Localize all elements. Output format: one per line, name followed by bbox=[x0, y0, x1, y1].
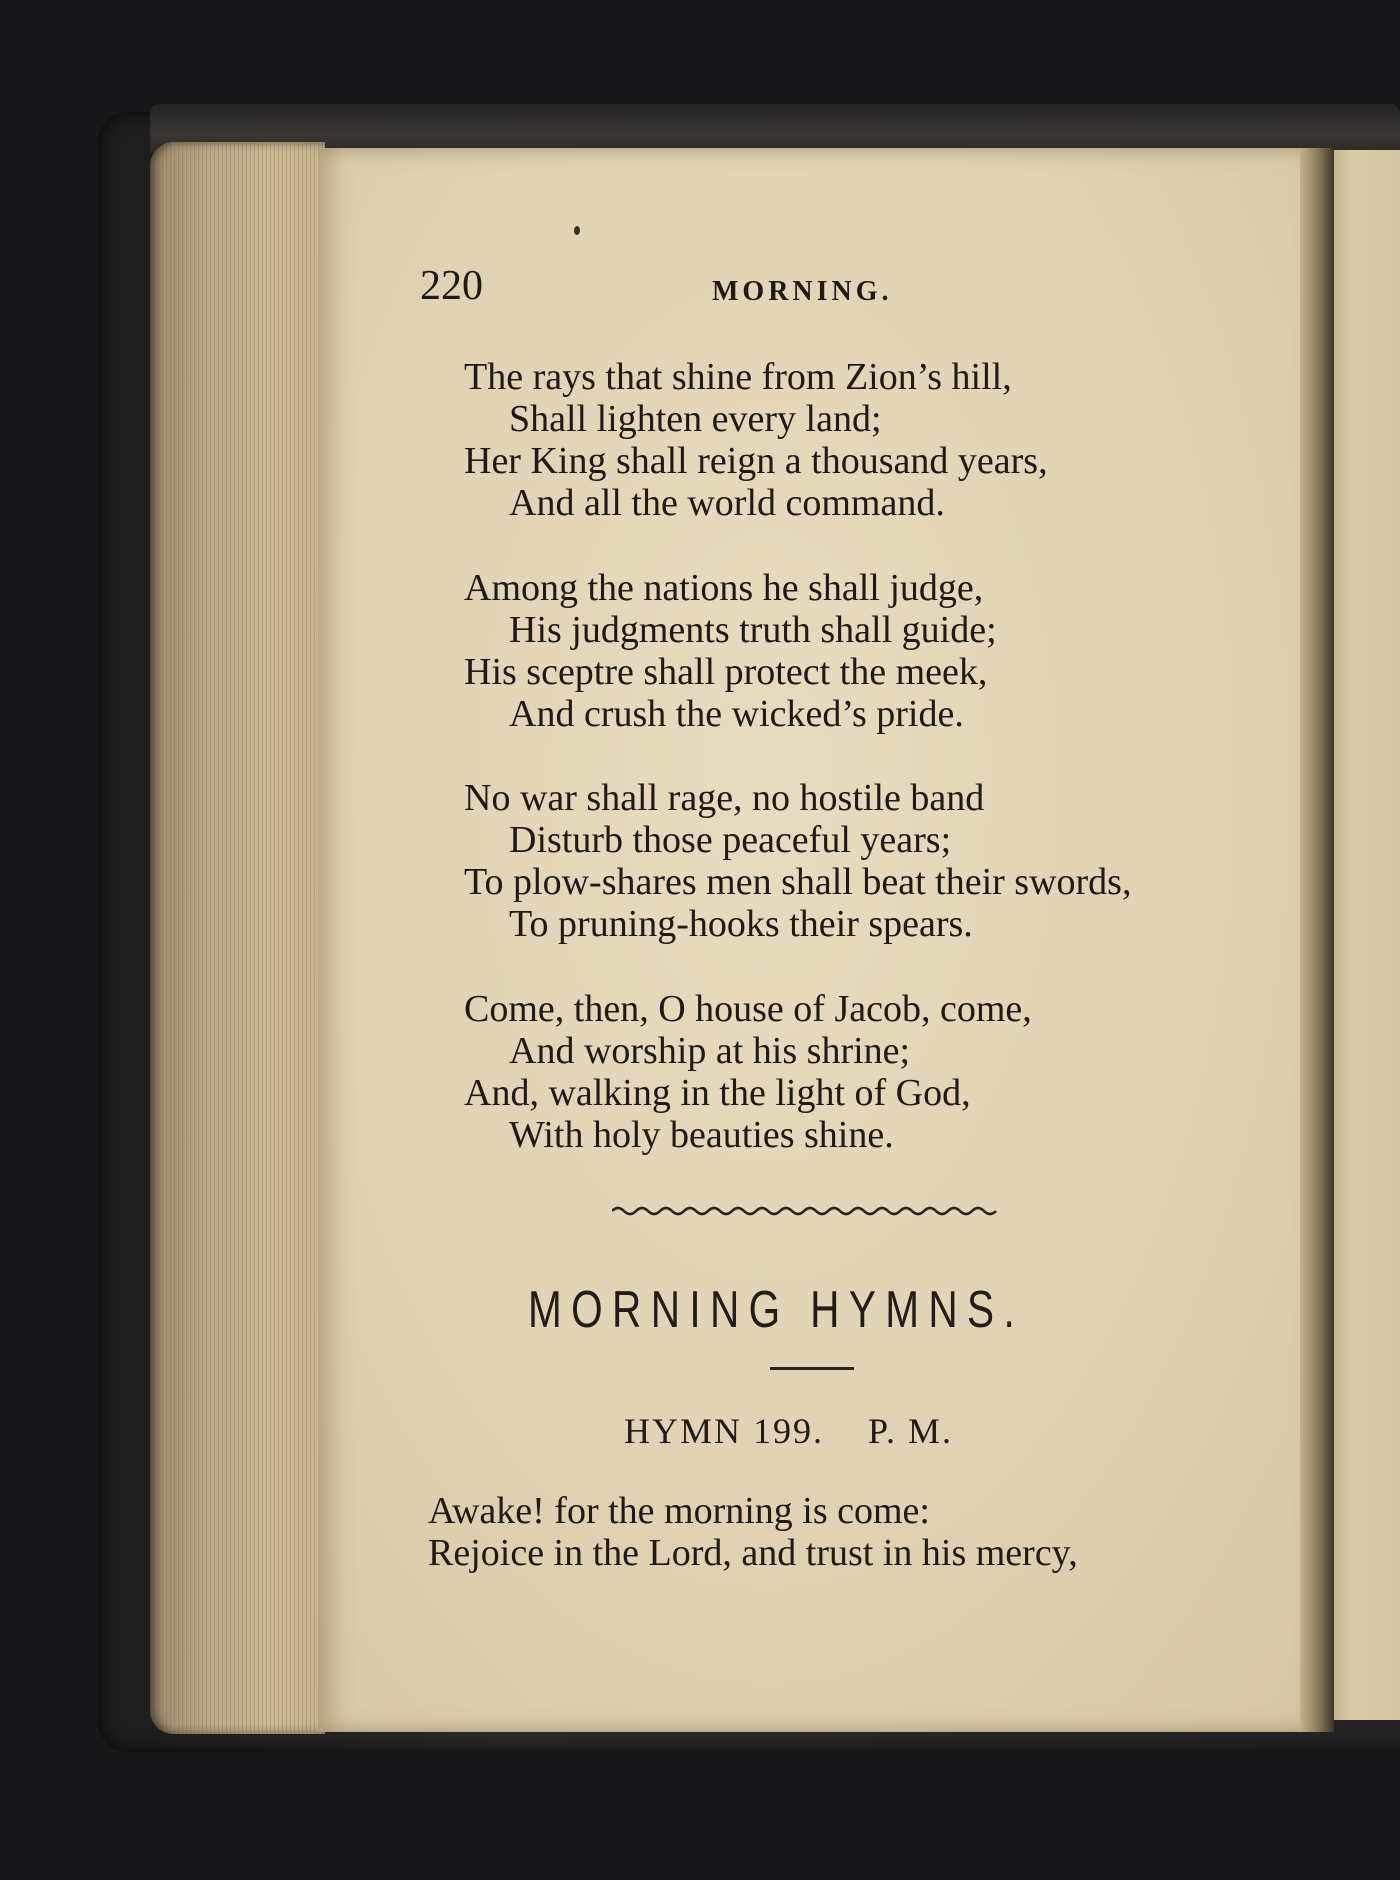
section-title: MORNING HYMNS. bbox=[528, 1281, 1025, 1339]
verse-line: His sceptre shall protect the meek, bbox=[464, 651, 988, 693]
verse-line: Among the nations he shall judge, bbox=[464, 567, 984, 609]
verse-line: And, walking in the light of God, bbox=[464, 1072, 971, 1114]
verse-line: To plow-shares men shall beat their swords, bbox=[464, 861, 1132, 903]
hymn-heading: HYMN 199. P. M. bbox=[624, 1411, 954, 1451]
short-rule bbox=[770, 1367, 854, 1370]
verse-line: The rays that shine from Zion’s hill, bbox=[464, 356, 1012, 398]
verse-line: And worship at his shrine; bbox=[509, 1030, 911, 1072]
verse-line: His judgments truth shall guide; bbox=[509, 609, 997, 651]
page-gutter bbox=[1300, 148, 1334, 1732]
running-head: MORNING. bbox=[712, 276, 893, 307]
verse-line: And crush the wicked’s pride. bbox=[509, 693, 964, 735]
verse-line: Shall lighten every land; bbox=[509, 398, 882, 440]
hymn-line: Rejoice in the Lord, and trust in his mercy, bbox=[428, 1532, 1078, 1574]
verse-line: With holy beauties shine. bbox=[509, 1114, 894, 1156]
page-edges bbox=[150, 142, 325, 1734]
book-cover-top-edge bbox=[150, 104, 1400, 154]
hymn-line: Awake! for the morning is come: bbox=[428, 1490, 930, 1532]
verse-line: Come, then, O house of Jacob, come, bbox=[464, 988, 1032, 1030]
verse-line: To pruning-hooks their spears. bbox=[509, 903, 973, 945]
stanza-3 bbox=[464, 777, 1264, 945]
page-number: 220 bbox=[420, 263, 483, 309]
verse-line: And all the world command. bbox=[509, 482, 945, 524]
verse-line: Her King shall reign a thousand years, bbox=[464, 440, 1048, 482]
verse-line: Disturb those peaceful years; bbox=[509, 819, 952, 861]
ink-speck bbox=[574, 226, 580, 235]
stanza-2 bbox=[464, 567, 1264, 735]
wavy-rule-ornament bbox=[612, 1204, 997, 1218]
verse-line: No war shall rage, no hostile band bbox=[464, 777, 985, 819]
stanza-1 bbox=[464, 356, 1264, 524]
stanza-4 bbox=[464, 988, 1264, 1156]
